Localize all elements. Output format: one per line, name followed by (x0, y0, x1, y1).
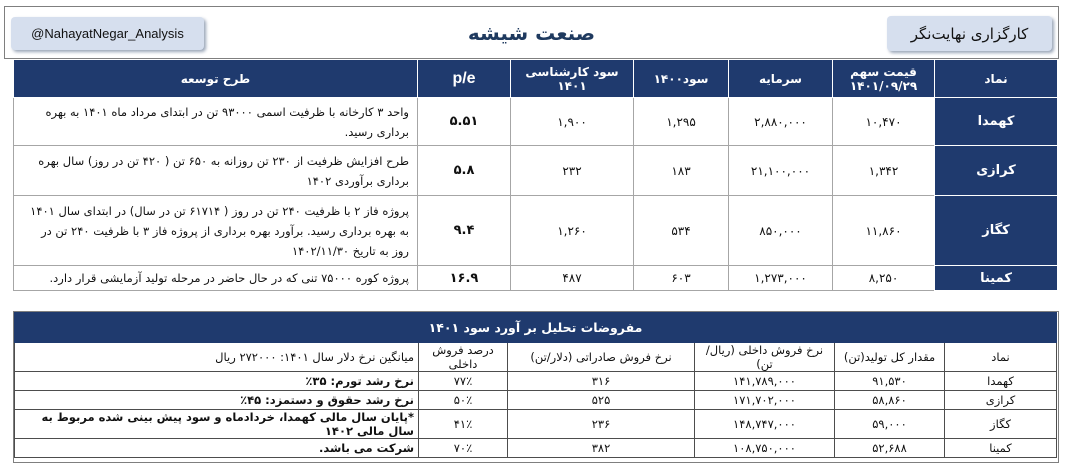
agency-name: کارگزاری نهایت‌نگر (887, 16, 1052, 51)
note-wages: نرخ رشد حقوق و دستمزد: ۴۵٪ (15, 391, 419, 410)
col-price: قیمت سهم ۱۴۰۱/۰۹/۲۹ (833, 60, 935, 98)
row-price: ۸,۲۵۰ (833, 266, 935, 291)
row-capital: ۲۱,۱۰۰,۰۰۰ (729, 146, 833, 196)
row-expert-profit: ۲۳۲ (511, 146, 634, 196)
row-symbol: کگاز (935, 196, 1058, 266)
row-expert-profit: ۱,۹۰۰ (511, 98, 634, 146)
row-capital: ۱,۲۷۳,۰۰۰ (729, 266, 833, 291)
row-profit-1400: ۵۳۴ (634, 196, 729, 266)
row-symbol: کهمدا (945, 372, 1057, 391)
row-production: ۵۲,۶۸۸ (835, 439, 945, 458)
table-row (15, 439, 1057, 458)
table-row (15, 391, 1057, 410)
row-production: ۵۸,۸۶۰ (835, 391, 945, 410)
assumptions-table (14, 312, 1057, 458)
table-row (15, 372, 1057, 391)
row-domestic-pct: ۷۷٪ (419, 372, 508, 391)
row-price: ۱,۳۴۲ (833, 146, 935, 196)
col-profit-1400: سود۱۴۰۰ (634, 60, 729, 98)
social-handle: @NahayatNegar_Analysis (11, 17, 204, 50)
row-domestic-rate: ۱۷۱,۷۰۲,۰۰۰ (695, 391, 835, 410)
assumptions-header (15, 343, 1057, 372)
note-dollar-rate: میانگین نرخ دلار سال ۱۴۰۱: ۲۷۲۰۰۰ ریال (15, 343, 419, 372)
row-domestic-pct: ۴۱٪ (419, 410, 508, 439)
row-symbol: کرازی (945, 391, 1057, 410)
row-domestic-pct: ۷۰٪ (419, 439, 508, 458)
col-pe: p/e (418, 60, 511, 98)
row-expert-profit: ۴۸۷ (511, 266, 634, 291)
row-profit-1400: ۶۰۳ (634, 266, 729, 291)
assumptions-caption: مفروضات تحلیل بر آورد سود ۱۴۰۱ (15, 313, 1057, 343)
main-table (13, 59, 1058, 291)
col-symbol: نماد (935, 60, 1058, 98)
row-pe: ۵.۵۱ (418, 98, 511, 146)
note-inflation: نرخ رشد تورم: ۳۵٪ (15, 372, 419, 391)
row-domestic-pct: ۵۰٪ (419, 391, 508, 410)
row-domestic-rate: ۱۰۸,۷۵۰,۰۰۰ (695, 439, 835, 458)
row-symbol: کهمدا (935, 98, 1058, 146)
row-symbol: کرازی (935, 146, 1058, 196)
row-export-rate: ۵۲۵ (508, 391, 695, 410)
row-domestic-rate: ۱۴۱,۷۸۹,۰۰۰ (695, 372, 835, 391)
row-symbol: کمینا (945, 439, 1057, 458)
page-title: صنعت شیشه (467, 21, 596, 45)
row-expert-profit: ۱,۲۶۰ (511, 196, 634, 266)
header-bar (4, 6, 1059, 59)
row-profit-1400: ۱,۲۹۵ (634, 98, 729, 146)
col-export-rate: نرخ فروش صادراتی (دلار/تن) (508, 343, 695, 372)
row-price: ۱۰,۴۷۰ (833, 98, 935, 146)
row-production: ۵۹,۰۰۰ (835, 410, 945, 439)
col-capital: سرمایه (729, 60, 833, 98)
row-plan: طرح افزایش ظرفیت از ۲۳۰ تن روزانه به ۶۵۰ تن ( ۴۲۰ تن در روز) سال بهره برداری برآوردی ۱۴۰۲ (14, 146, 418, 196)
row-domestic-rate: ۱۴۸,۷۴۷,۰۰۰ (695, 410, 835, 439)
table-row (15, 410, 1057, 439)
row-capital: ۲,۸۸۰,۰۰۰ (729, 98, 833, 146)
row-plan: پروژه فاز ۲ با ظرفیت ۲۴۰ تن در روز ( ۶۱۷۱۴ تن در سال) در ابتدای سال ۱۴۰۱ به بهره برداری رسید. برآورد بهره برداری از پروژه فاز ۳ با ظرفیت ۲۴۰ تن در روز به تاریخ ۱۴۰۲/۱۱/۳۰ (14, 196, 418, 266)
note-fiscal-year: *پایان سال مالی کهمدا، خردادماه و سود پیش بینی شده مربوط به سال مالی ۱۴۰۲ (15, 410, 419, 439)
row-pe: ۵.۸ (418, 146, 511, 196)
col-plan: طرح توسعه (14, 60, 418, 98)
row-symbol: کگاز (945, 410, 1057, 439)
table-row (14, 196, 1058, 266)
main-table-header (14, 60, 1058, 98)
col-production: مقدار کل تولید(تن) (835, 343, 945, 372)
col-domestic-rate: نرخ فروش داخلی (ریال/تن) (695, 343, 835, 372)
row-pe: ۹.۴ (418, 196, 511, 266)
row-export-rate: ۲۳۶ (508, 410, 695, 439)
col-symbol: نماد (945, 343, 1057, 372)
row-pe: ۱۶.۹ (418, 266, 511, 291)
row-production: ۹۱,۵۳۰ (835, 372, 945, 391)
row-symbol: کمینا (935, 266, 1058, 291)
row-export-rate: ۳۱۶ (508, 372, 695, 391)
row-profit-1400: ۱۸۳ (634, 146, 729, 196)
col-domestic-pct: درصد فروش داخلی (419, 343, 508, 372)
row-export-rate: ۳۸۲ (508, 439, 695, 458)
table-row (14, 98, 1058, 146)
row-capital: ۸۵۰,۰۰۰ (729, 196, 833, 266)
note-company: شرکت می باشد. (15, 439, 419, 458)
table-row (14, 266, 1058, 291)
table-row (14, 146, 1058, 196)
row-plan: پروژه کوره ۷۵۰۰۰ تنی که در حال حاضر در مرحله تولید آزمایشی قرار دارد. (14, 266, 418, 291)
col-expert-profit: سود کارشناسی ۱۴۰۱ (511, 60, 634, 98)
row-plan: واحد ۳ کارخانه با ظرفیت اسمی ۹۳۰۰۰ تن در ابتدای مرداد ماه ۱۴۰۱ به بهره برداری رسید. (14, 98, 418, 146)
row-price: ۱۱,۸۶۰ (833, 196, 935, 266)
